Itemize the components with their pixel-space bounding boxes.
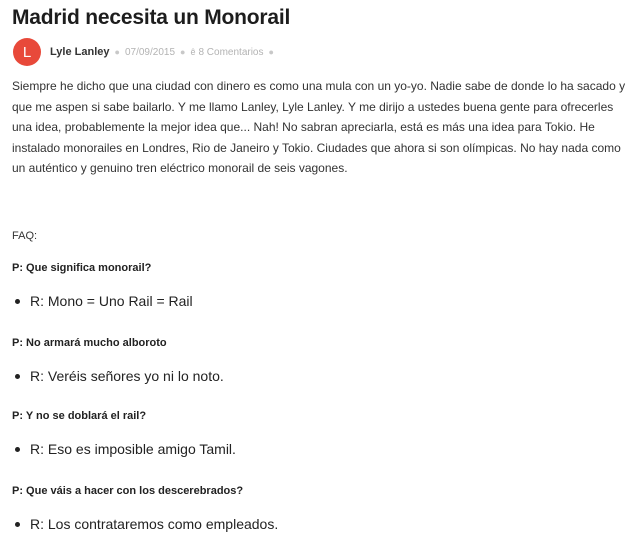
faq-answer-text: R: Eso es imposible amigo Tamil. bbox=[30, 441, 236, 457]
author-name[interactable]: Lyle Lanley bbox=[50, 46, 110, 58]
bullet-icon bbox=[15, 374, 20, 379]
bullet-icon bbox=[15, 299, 20, 304]
faq-question: P: Y no se doblará el rail? bbox=[12, 410, 147, 422]
faq-answer bbox=[15, 293, 193, 309]
post-intro-paragraph: Siempre he dicho que una ciudad con dinero es como una mula con un yo-yo. Nadie sabe de donde lo ha sacado y que me aspen si sabe bailarlo. Y me llamo Lanley, Lyle Lanley. Y me dirijo a ustedes buena gente para ofrecerles una idea, probablemente la mejor idea que... Nah! No sabran apreciarla, está es más una idea para Tokio. He instalado monorailes en Londres, Rio de Janeiro y Tokio. Ciudades que ahora si son olímpicas. No hay nada como un auténtico y genuino tren eléctrico monorail de seis vagones. bbox=[12, 79, 626, 175]
post-meta bbox=[13, 38, 279, 66]
comments-link[interactable]: 8 Comentarios bbox=[198, 46, 264, 58]
faq-question: P: Que váis a hacer con los descerebrados? bbox=[12, 485, 244, 497]
dot-separator-icon: ● bbox=[114, 47, 120, 57]
dot-separator-icon: ● bbox=[268, 47, 274, 57]
faq-heading: FAQ: bbox=[12, 230, 38, 242]
dot-separator-icon: ● bbox=[180, 47, 186, 57]
faq-answer bbox=[15, 516, 278, 532]
faq-answer-text: R: Mono = Uno Rail = Rail bbox=[30, 293, 193, 309]
author-avatar[interactable]: L bbox=[13, 38, 41, 66]
faq-question: P: No armará mucho alboroto bbox=[12, 337, 167, 349]
bullet-icon bbox=[15, 522, 20, 527]
post-title[interactable]: Madrid necesita un Monorail bbox=[12, 6, 291, 29]
comment-icon: ê bbox=[190, 47, 196, 57]
faq-answer-text: R: Veréis señores yo ni lo noto. bbox=[30, 368, 224, 384]
faq-answer bbox=[15, 368, 224, 384]
post-date: 07/09/2015 bbox=[124, 46, 176, 58]
bullet-icon bbox=[15, 447, 20, 452]
faq-answer-text: R: Los contrataremos como empleados. bbox=[30, 516, 279, 532]
faq-answer bbox=[15, 441, 236, 457]
faq-question: P: Que significa monorail? bbox=[12, 262, 152, 274]
